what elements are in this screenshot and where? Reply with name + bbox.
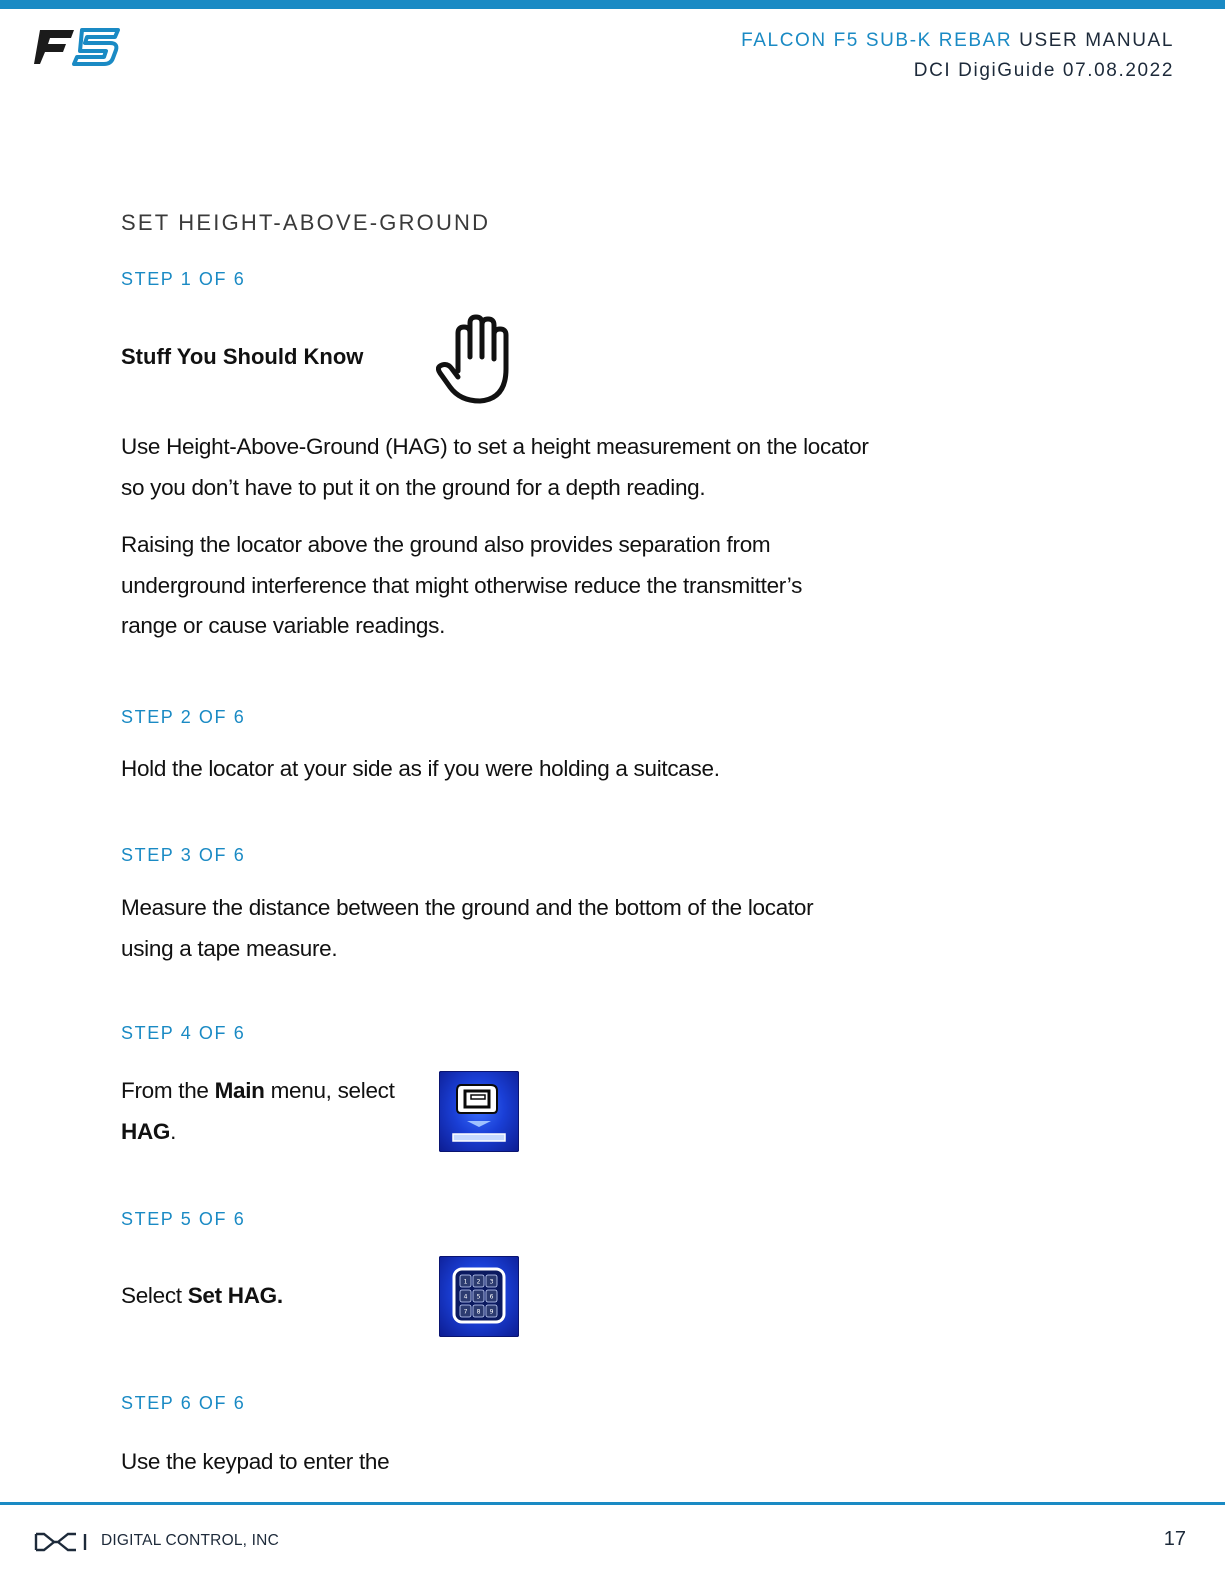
hag-menu-icon[interactable] [439,1071,519,1152]
step-1-paragraph-2: Raising the locator above the ground also provides separation from underground interference that might otherwise reduce the transmitter’s range or cause variable readings. [121,532,803,638]
keypad-key-label: 9 [489,1308,494,1316]
f5-logo [34,26,122,68]
keypad-key-label: 6 [489,1293,494,1301]
stuff-you-should-know-heading: Stuff You Should Know [121,344,364,369]
footer-divider [0,1502,1225,1505]
footer-company-name: DIGITAL CONTROL, INC [101,1532,279,1549]
step-2-label: STEP 2 OF 6 [121,707,246,727]
step-6-text: Use the keypad to enter the [121,1449,390,1474]
hag-glyph-icon [439,1071,519,1152]
keypad-key-label: 2 [476,1278,481,1286]
keypad-key-label: 1 [463,1278,468,1286]
hand-icon [436,313,520,405]
keypad-key-label: 5 [476,1293,481,1301]
step-5-text: Select Set HAG. [121,1283,283,1308]
dci-logo [34,1531,90,1553]
keypad-glyph-icon [439,1256,519,1337]
keypad-key-label: 3 [489,1278,494,1286]
page-number: 17 [1163,1528,1186,1550]
step-2-text: Hold the locator at your side as if you were holding a suitcase. [121,756,720,781]
keypad-icon[interactable] [439,1256,519,1337]
step-1-paragraph-1: Use Height-Above-Ground (HAG) to set a height measurement on the locator so you don’t have to put it on the ground for a depth reading. [121,434,869,500]
step-4-label: STEP 4 OF 6 [121,1023,246,1043]
keypad-key-label: 4 [463,1293,468,1301]
header-subtitle: DCI DigiGuide 07.08.2022 [913,60,1174,81]
keypad-key-label: 8 [476,1308,481,1316]
header-title: FALCON F5 SUB-K REBAR USER MANUAL [741,30,1174,51]
section-title: SET HEIGHT-ABOVE-GROUND [121,210,491,235]
step-3-text: Measure the distance between the ground and the bottom of the locator using a tape measure. [121,895,814,961]
step-1-label: STEP 1 OF 6 [121,269,246,289]
step-6-label: STEP 6 OF 6 [121,1393,246,1413]
step-3-label: STEP 3 OF 6 [121,845,246,865]
document-header [741,26,1174,86]
top-accent-bar [0,0,1225,9]
keypad-key-label: 7 [463,1308,468,1316]
step-5-label: STEP 5 OF 6 [121,1209,246,1229]
step-4-text: From the Main menu, select HAG. [121,1078,395,1144]
